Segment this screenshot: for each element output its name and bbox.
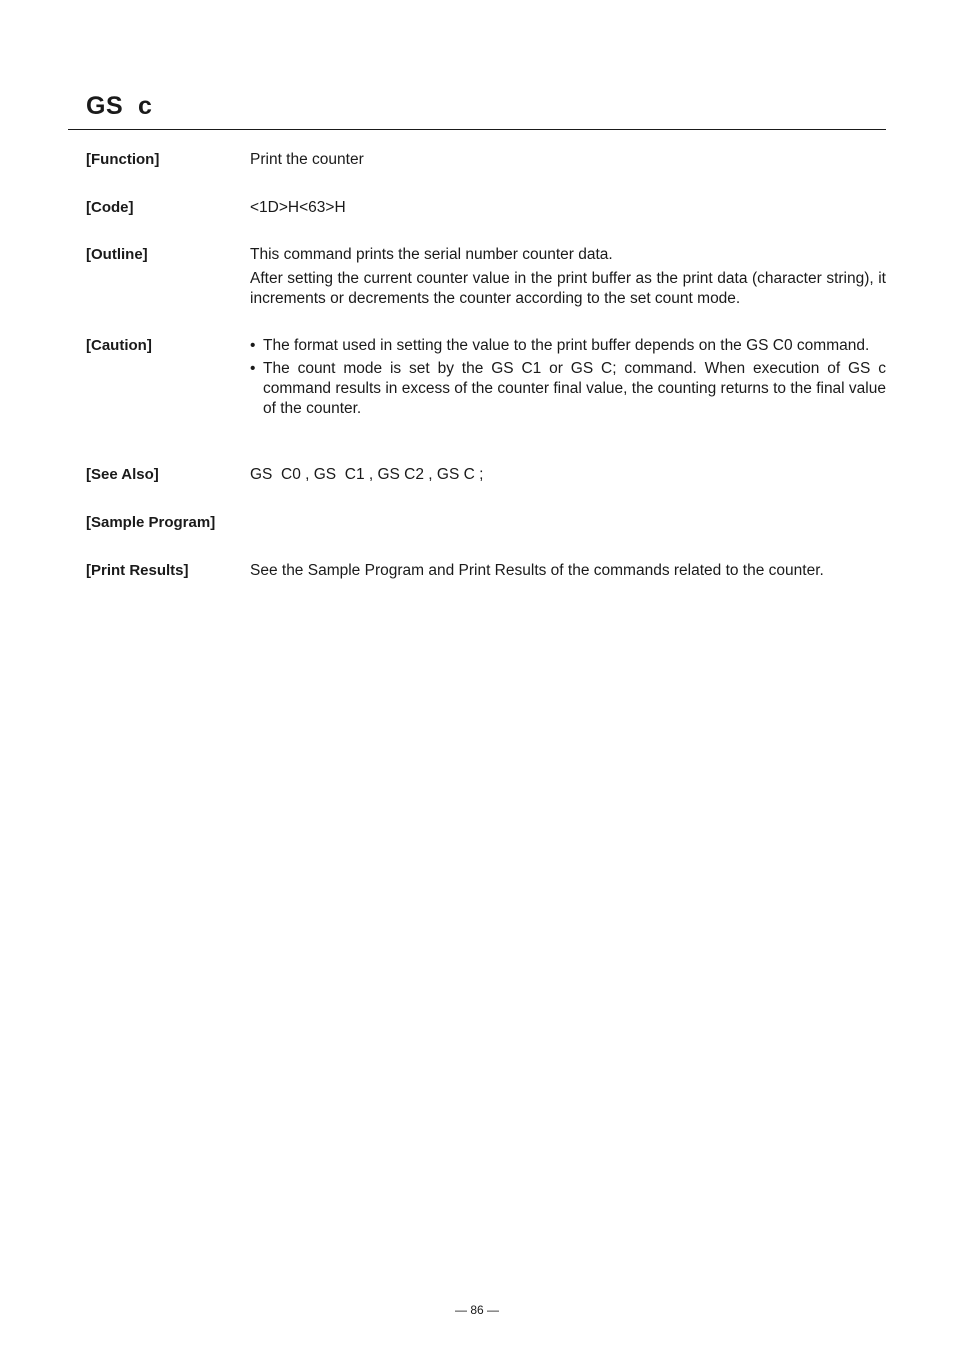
caution-item [250, 359, 886, 419]
bullet-icon: • [250, 337, 256, 354]
print-results-text: See the Sample Program and Print Results of the commands related to the counter. [250, 562, 824, 579]
caution-list [250, 336, 886, 419]
see-also-text: GS C0 , GS C1 , GS C2 , GS C ; [250, 466, 484, 483]
caution-item-text: The format used in setting the value to the print buffer depends on the GS C0 command. [263, 337, 870, 354]
function-text: Print the counter [250, 151, 364, 168]
sample-program-label: [Sample Program] [86, 514, 216, 531]
caution-content [250, 336, 886, 419]
code-text: <1D>H<63>H [250, 199, 346, 216]
page-number: — 86 — [454, 1303, 499, 1317]
function-label: [Function] [86, 151, 160, 168]
page-title: GS c [86, 92, 153, 120]
outline-paragraph: After setting the current counter value in the print buffer as the print data (character string), it increments or decrements the counter according to the set count mode. [250, 270, 886, 307]
bullet-icon: • [250, 360, 256, 377]
outline-label: [Outline] [86, 246, 148, 263]
caution-label: [Caution] [86, 337, 152, 354]
print-results-label: [Print Results] [86, 562, 189, 579]
outline-paragraph: This command prints the serial number counter data. [250, 246, 613, 263]
see-also-label: [See Also] [86, 466, 159, 483]
outline-content [250, 245, 886, 309]
title-divider [68, 129, 886, 130]
caution-item-text: The count mode is set by the GS C1 or GS C; command. When execution of GS c command results in excess of the counter final value, the counting returns to the final value of the counter. [263, 360, 886, 417]
code-label: [Code] [86, 199, 134, 216]
caution-item [250, 336, 886, 356]
